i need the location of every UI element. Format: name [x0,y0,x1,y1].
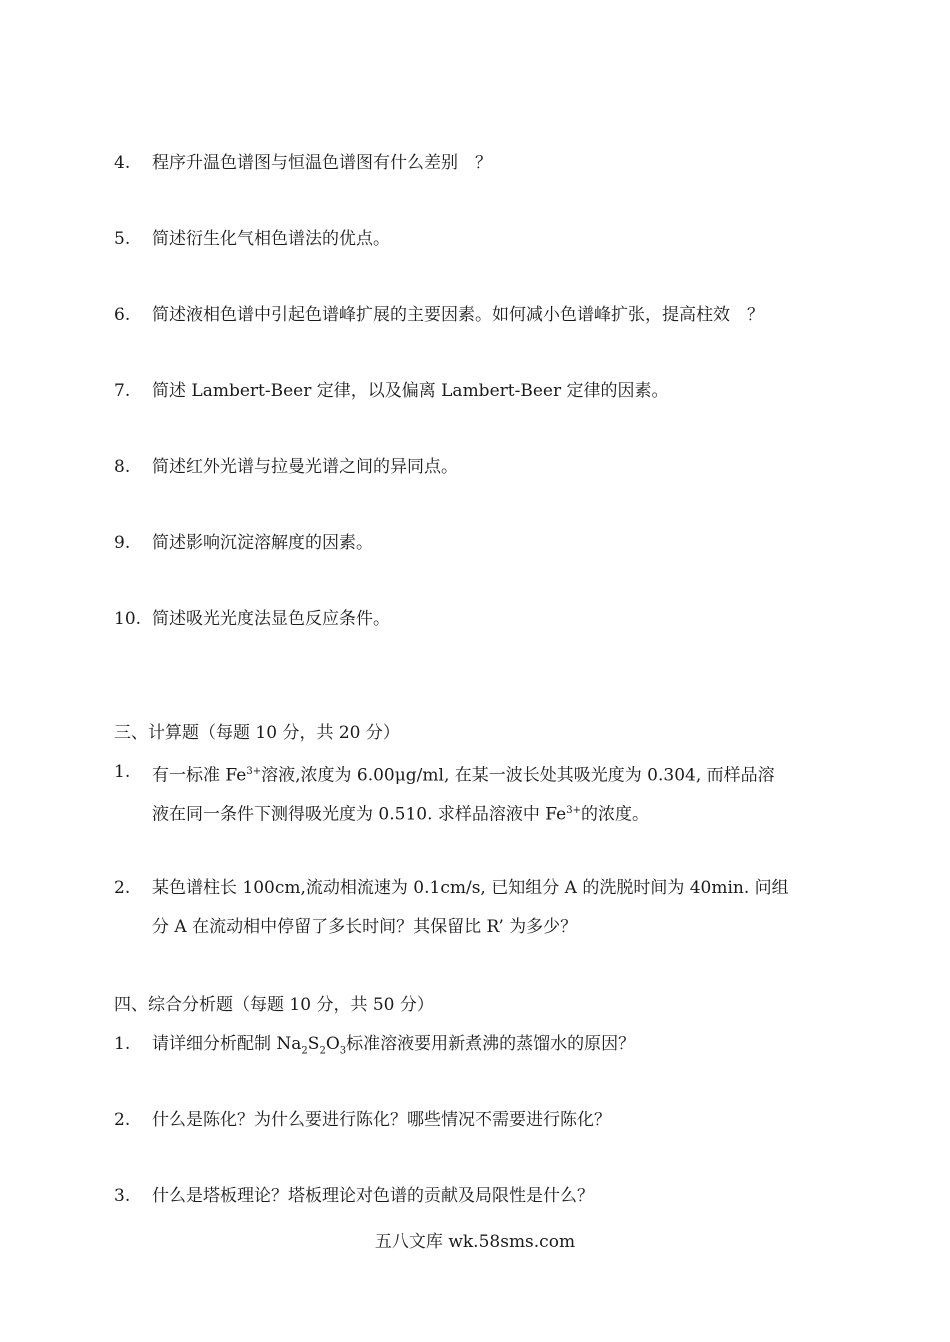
question-number: 6. [114,305,131,325]
question-text: 简述衍生化气相色谱法的优点。 [152,229,390,249]
question-text: 请详细分析配制 $Na_2S_2O_3$标准溶液要用新煮沸的蒸馏水的原因？ [152,1034,636,1057]
question-text: 简述 Lambert-Beer 定律，以及偏离 Lambert-Beer 定律的因素。 [152,381,669,401]
question-text: 什么是陈化？为什么要进行陈化？哪些情况不需要进行陈化？ [152,1110,611,1130]
section-heading-analysis: 四、综合分析题（每题 10 分，共 50 分） [114,995,434,1015]
question-text: 简述吸光光度法显色反应条件。 [152,609,390,629]
section-heading-calculation: 三、计算题（每题 10 分，共 20 分） [114,723,400,743]
question-text: 程序升温色谱图与恒温色谱图有什么差别 ？ [152,153,492,173]
question-text-line-1: 某色谱柱长 100cm,流动相流速为 0.1cm/s, 已知组分 A 的洗脱时间为 40min. 问组 [152,878,789,898]
question-text: 什么是塔板理论？塔板理论对色谱的贡献及局限性是什么？ [152,1186,594,1206]
question-text: 简述液相色谱中引起色谱峰扩展的主要因素。如何减小色谱峰扩张，提高柱效 ？ [152,305,764,325]
question-text-line-2: 液在同一条件下测得吸光度为 0.510. 求样品溶液中 $Fe^{3+}$的浓度。 [152,804,649,825]
question-number: 8. [114,457,131,477]
question-text-line-2: 分 A 在流动相中停留了多长时间？其保留比 R’ 为多少？ [152,917,578,937]
question-text: 简述红外光谱与拉曼光谱之间的异同点。 [152,457,458,477]
question-number: 1. [114,1034,131,1054]
question-number: 2. [114,1110,131,1130]
question-number: 1. [114,762,131,782]
question-text: 简述影响沉淀溶解度的因素。 [152,533,373,553]
question-text-line-1: 有一标准 $Fe^{3+}$溶液,浓度为 6.00μg/ml, 在某一波长处其吸光度为 0.304, 而样品溶 [152,765,775,786]
question-number: 10. [114,609,142,629]
question-number: 4. [114,153,131,173]
question-number: 3. [114,1186,131,1206]
question-number: 9. [114,533,131,553]
question-number: 2. [114,878,131,898]
question-number: 7. [114,381,131,401]
page-footer: 五八文库 wk.58sms.com [374,1232,576,1252]
question-number: 5. [114,229,131,249]
